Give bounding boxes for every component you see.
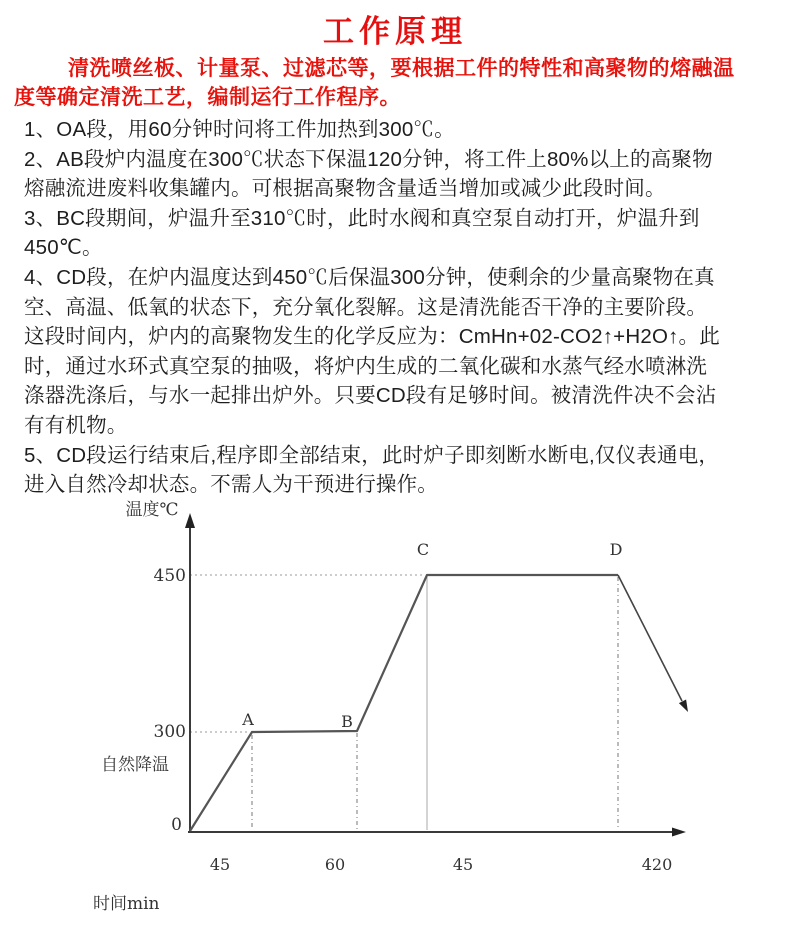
body-line: 时，通过水环式真空泵的抽吸，将炉内生成的二氧化碳和水蒸气经水喷淋洗 (24, 354, 708, 378)
y-tick-450: 450 (153, 566, 186, 586)
body-line: 进入自然冷却状态。不需人为干预进行操作。 (24, 473, 438, 497)
body-line: 涤器洗涤后，与水一起排出炉外。只要CD段有足够时间。被清洗件决不会沾 (24, 384, 717, 408)
cooling-line (618, 575, 682, 701)
x-axis-arrow-icon (672, 828, 686, 837)
intro-line: 清洗喷丝板、计量泵、过滤芯等，要根据工件的特性和高聚物的熔融温 (68, 57, 735, 80)
y-axis-title: 温度℃ (125, 500, 179, 520)
body-line: 3、BC段期间，炉温升至310℃时，此时水阀和真空泵自动打开，炉温升到 (24, 206, 700, 230)
y-tick-0: 0 (171, 815, 182, 835)
y-tick-300: 300 (153, 722, 186, 742)
body-line: 2、AB段炉内温度在300℃状态下保温120分钟，将工件上80%以上的高聚物 (24, 147, 713, 171)
cooling-arrow-icon (679, 700, 688, 713)
y-axis-arrow-icon (185, 513, 195, 528)
body-text (0, 112, 790, 500)
point-label-a: A (242, 710, 254, 729)
page-title: 工作原理 (323, 14, 467, 49)
body-line: 4、CD段，在炉内温度达到450℃后保温300分钟，使剩余的少量高聚物在真 (24, 265, 715, 289)
cooling-note: 自然降温 (101, 755, 169, 775)
x-axis-title: 时间min (93, 894, 160, 914)
body-line: 熔融流进废料收集罐内。可根据高聚物含量适当增加或减少此段时间。 (24, 177, 666, 201)
point-label-b: B (341, 712, 353, 731)
x-segment-label-3: 45 (452, 855, 474, 874)
body-line: 1、OA段，用60分钟时问将工件加热到300℃。 (24, 118, 455, 141)
x-segment-label-2: 60 (324, 855, 346, 874)
point-label-d: D (609, 540, 623, 559)
body-line: 有有机物。 (24, 413, 128, 437)
body-line: 5、CD段运行结束后,程序即全部结束，此时炉子即刻断水断电,仅仪表通电， (24, 443, 720, 467)
intro-paragraph (0, 54, 790, 112)
body-line: 空、高温、低氧的状态下，充分氧化裂解。这是清洗能否干净的主要阶段。 (24, 295, 708, 319)
intro-line: 度等确定清洗工艺，编制运行工作程序。 (14, 86, 401, 109)
x-segment-label-4: 420 (641, 855, 673, 874)
document-page (0, 6, 790, 926)
body-line: 这段时间内，炉内的高聚物发生的化学反应为：CmHn+02-CO2↑+H2O↑。此 (24, 325, 720, 349)
x-segment-label-1: 45 (209, 855, 231, 874)
temperature-curve (190, 575, 618, 831)
point-label-c: C (416, 540, 430, 559)
body-line: 450℃。 (24, 236, 103, 260)
temperature-time-chart (0, 499, 790, 926)
